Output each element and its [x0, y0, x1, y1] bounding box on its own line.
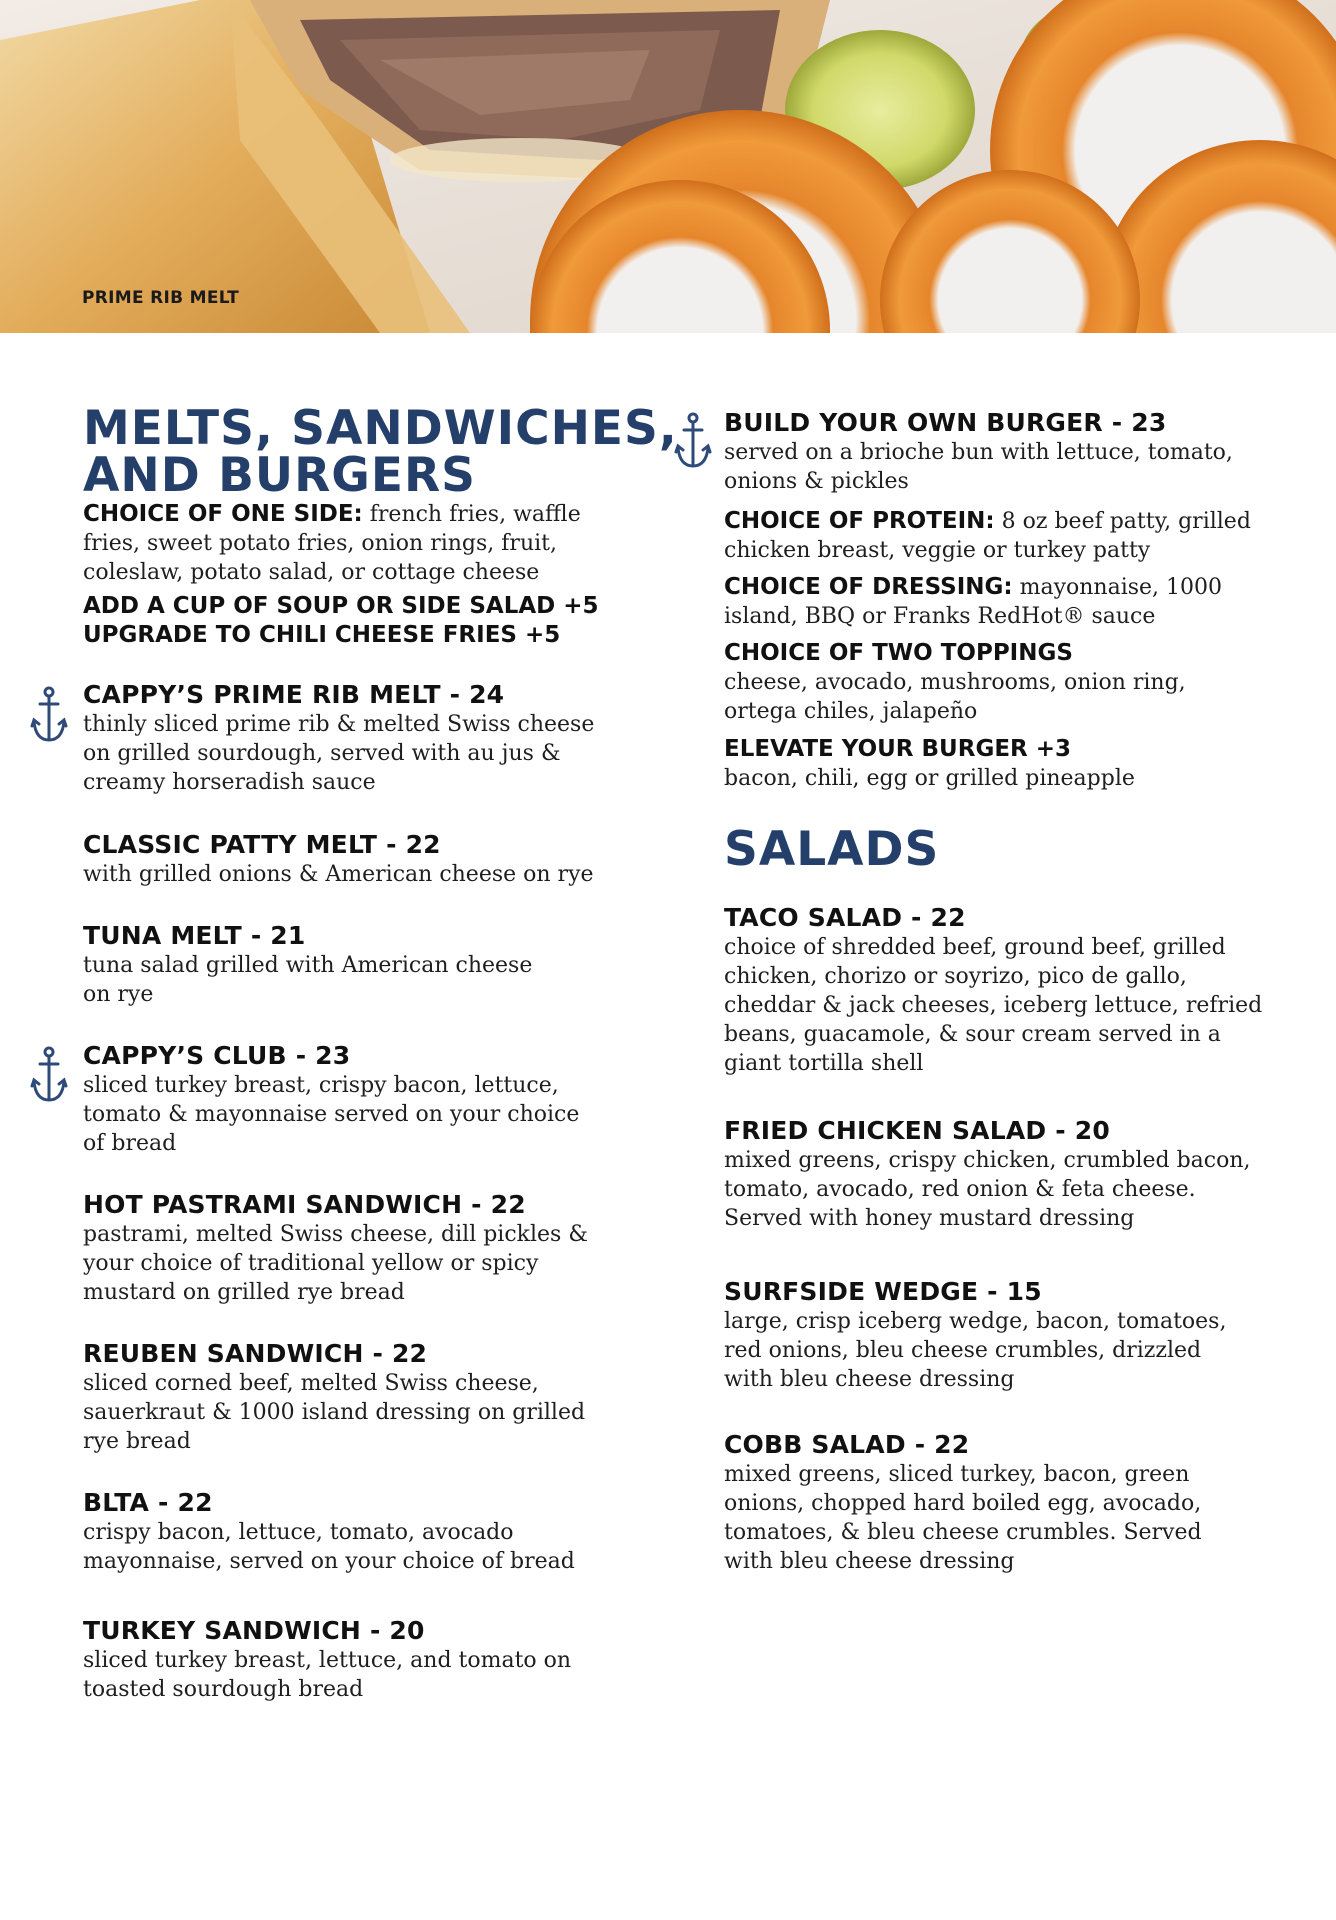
elevate-burger-options: bacon, chili, egg or grilled pineapple [724, 766, 1135, 791]
protein-choice-label: CHOICE OF PROTEIN: [724, 508, 995, 534]
menu-item-name: BLTA - 22 [83, 1488, 213, 1517]
menu-item-name: TUNA MELT - 21 [83, 921, 306, 950]
toppings-choice-label: CHOICE OF TWO TOPPINGS [724, 640, 1073, 666]
menu-item [724, 903, 1269, 1078]
menu-item-description: choice of shredded beef, ground beef, grilled chicken, chorizo or soyrizo, pico de gallo, cheddar & jack cheeses, iceberg lettuce, refried beans, guacamole, & sour cream served in a giant tortilla shell [724, 935, 1263, 1076]
menu-item-description: sliced turkey breast, crispy bacon, lettuce, tomato & mayonnaise served on your choice of bread [83, 1073, 580, 1156]
menu-item-description: tuna salad grilled with American cheese on rye [83, 953, 533, 1007]
dressing-choice-text [724, 573, 1244, 631]
protein-choice [724, 507, 1254, 565]
menu-item [83, 1339, 593, 1456]
menu-item-name: BUILD YOUR OWN BURGER - 23 [724, 408, 1167, 437]
section-title-melts-line2: AND BURGERS [83, 448, 476, 503]
menu-item-name: TACO SALAD - 22 [724, 903, 966, 932]
anchor-icon [30, 1046, 68, 1106]
dressing-choice [724, 573, 1244, 631]
side-choice-note [83, 500, 603, 587]
menu-item [83, 1488, 593, 1576]
menu-item-name: HOT PASTRAMI SANDWICH - 22 [83, 1190, 526, 1219]
menu-item-description: large, crisp iceberg wedge, bacon, tomatoes, red onions, bleu cheese crumbles, drizzled with bleu cheese dressing [724, 1309, 1227, 1392]
menu-item-name: SURFSIDE WEDGE - 15 [724, 1277, 1042, 1306]
addon-chili-cheese-fries: UPGRADE TO CHILI CHEESE FRIES +5 [83, 622, 561, 648]
addon-soup-salad: ADD A CUP OF SOUP OR SIDE SALAD +5 [83, 593, 599, 619]
prime-rib-melt-photo [0, 0, 1336, 333]
menu-item-name: COBB SALAD - 22 [724, 1430, 970, 1459]
menu-item-description: mixed greens, crispy chicken, crumbled bacon, tomato, avocado, red onion & feta cheese. Served with honey mustard dressing [724, 1148, 1251, 1231]
menu-item [83, 921, 563, 1009]
dressing-choice-label: CHOICE OF DRESSING: [724, 574, 1013, 600]
toppings-choice [724, 639, 1244, 726]
section-title-melts-line1: MELTS, SANDWICHES, [83, 401, 678, 456]
menu-item [724, 1277, 1254, 1394]
protein-choice-text [724, 507, 1254, 565]
menu-item [724, 1430, 1254, 1576]
side-choice-text [83, 500, 603, 587]
menu-item-name: FRIED CHICKEN SALAD - 20 [724, 1116, 1110, 1145]
elevate-burger-label: ELEVATE YOUR BURGER +3 [724, 736, 1072, 762]
menu-item-description: crispy bacon, lettuce, tomato, avocado mayonnaise, served on your choice of bread [83, 1520, 575, 1574]
menu-item [83, 1041, 603, 1158]
menu-item [83, 680, 603, 797]
menu-item [83, 1616, 593, 1704]
dressing-choice-options: mayonnaise, 1000 island, BBQ or Franks RedHot® sauce [724, 575, 1223, 629]
menu-item-description: mixed greens, sliced turkey, bacon, green onions, chopped hard boiled egg, avocado, tomatoes, & bleu cheese crumbles. Served with bleu cheese dressing [724, 1462, 1202, 1574]
menu-item-name: CAPPY’S PRIME RIB MELT - 24 [83, 680, 505, 709]
menu-item-name: CLASSIC PATTY MELT - 22 [83, 830, 441, 859]
menu-item [83, 830, 613, 889]
menu-item-description: with grilled onions & American cheese on rye [83, 862, 594, 887]
elevate-burger [724, 735, 1244, 793]
hero-photo [0, 0, 1336, 333]
menu-item-description: sliced corned beef, melted Swiss cheese, sauerkraut & 1000 island dressing on grilled rye bread [83, 1371, 586, 1454]
menu-item-name: CAPPY’S CLUB - 23 [83, 1041, 351, 1070]
anchor-icon [30, 686, 68, 746]
toppings-choice-options: cheese, avocado, mushrooms, onion ring, ortega chiles, jalapeño [724, 670, 1186, 724]
menu-item-name: REUBEN SANDWICH - 22 [83, 1339, 428, 1368]
photo-caption: PRIME RIB MELT [82, 288, 239, 308]
menu-item [83, 1190, 593, 1307]
menu-item-description: sliced turkey breast, lettuce, and tomato on toasted sourdough bread [83, 1648, 572, 1702]
menu-item-burger [724, 408, 1254, 496]
protein-choice-options: 8 oz beef patty, grilled chicken breast, veggie or turkey patty [724, 509, 1251, 563]
menu-item-description: thinly sliced prime rib & melted Swiss cheese on grilled sourdough, served with au jus & creamy horseradish sauce [83, 712, 595, 795]
menu-item-description: served on a brioche bun with lettuce, tomato, onions & pickles [724, 440, 1233, 494]
menu-item-name: TURKEY SANDWICH - 20 [83, 1616, 425, 1645]
section-title-salads: SALADS [724, 822, 940, 877]
menu-item-description: pastrami, melted Swiss cheese, dill pickles & your choice of traditional yellow or spicy mustard on grilled rye bread [83, 1222, 588, 1305]
side-choice-label: CHOICE OF ONE SIDE: [83, 501, 363, 527]
side-choice-options: french fries, waffle fries, sweet potato fries, onion rings, fruit, coleslaw, potato salad, or cottage cheese [83, 502, 581, 585]
anchor-icon [674, 412, 712, 472]
menu-item [724, 1116, 1254, 1233]
